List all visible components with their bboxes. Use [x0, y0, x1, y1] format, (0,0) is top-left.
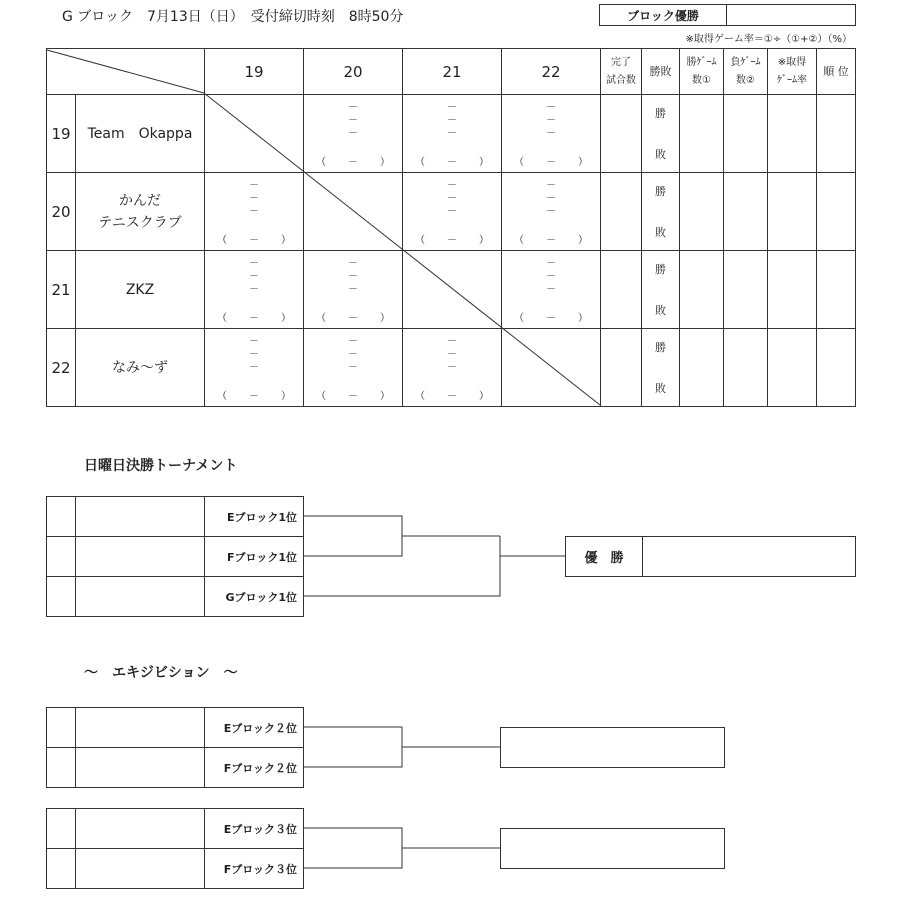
slot-label: Eブロック３位	[205, 809, 304, 849]
set-score-dash: －	[348, 258, 358, 269]
set-score-dash: －	[348, 271, 358, 282]
set-score-dash: －	[447, 193, 457, 204]
total-score-part: －	[546, 235, 556, 246]
total-score-part: ）	[281, 391, 291, 402]
team-number: 19	[47, 95, 76, 173]
set-score-dash: －	[447, 362, 457, 373]
set-score-dash: －	[348, 362, 358, 373]
total-score-part: （	[316, 391, 326, 402]
set-score-dash: －	[447, 115, 457, 126]
header-text: ｹﾞｰﾑ率	[777, 74, 807, 86]
set-score-dash: －	[249, 271, 259, 282]
header-text: 数①	[692, 74, 711, 86]
slot-label: Fブロック２位	[205, 748, 304, 788]
total-score-part: －	[249, 313, 259, 324]
total-score-part: （	[415, 391, 425, 402]
win-label: 勝	[655, 263, 666, 276]
header-text: 試合数	[606, 74, 636, 86]
total-score-part: （	[316, 313, 326, 324]
set-score-dash: －	[447, 180, 457, 191]
exhibition-title: ～ エキジビション ～	[84, 665, 238, 681]
self-match-diagonal	[204, 93, 600, 405]
set-score-dash: －	[249, 258, 259, 269]
set-score-dash: －	[546, 284, 556, 295]
total-score-part: ）	[479, 391, 489, 402]
block-champion-label: ブロック優勝	[600, 5, 727, 25]
loss-label: 敗	[655, 148, 666, 161]
set-score-dash: －	[249, 336, 259, 347]
total-score-part: －	[348, 157, 358, 168]
set-score-dash: －	[348, 115, 358, 126]
slot-label: Eブロック２位	[205, 708, 304, 748]
header-text: 完了	[611, 56, 631, 68]
col-header: 20	[304, 49, 403, 95]
total-score-part: ）	[479, 157, 489, 168]
set-score-dash: －	[348, 102, 358, 113]
win-label: 勝	[655, 107, 666, 120]
col-header: 21	[403, 49, 502, 95]
total-score-part: （	[514, 235, 524, 246]
win-label: 勝	[655, 341, 666, 354]
total-score-part: ）	[578, 157, 588, 168]
set-score-dash: －	[249, 362, 259, 373]
total-score-part: ）	[578, 313, 588, 324]
total-score-part: （	[217, 313, 227, 324]
total-score-part: ）	[281, 235, 291, 246]
total-score-part: －	[546, 313, 556, 324]
total-score-part: －	[249, 235, 259, 246]
header-text: 負ｹﾞｰﾑ	[730, 56, 761, 68]
slot-label: Eブロック1位	[205, 497, 304, 537]
win-label: 勝	[655, 185, 666, 198]
total-score-part: －	[447, 235, 457, 246]
team-number: 22	[47, 329, 76, 407]
total-score-part: （	[217, 235, 227, 246]
total-score-part: （	[217, 391, 227, 402]
exhibition-bracket-1	[303, 727, 402, 767]
total-score-part: （	[514, 313, 524, 324]
rate-note: ※取得ゲーム率＝①÷（①+②）（%）	[685, 34, 852, 45]
total-score-part: ）	[380, 391, 390, 402]
team-number: 20	[47, 173, 76, 251]
team-name-line: かんだ	[119, 192, 161, 209]
col-header: 22	[502, 49, 601, 95]
total-score-part: （	[514, 157, 524, 168]
exhibition-bracket-2	[303, 828, 402, 868]
winloss-header: 勝敗	[642, 49, 680, 95]
total-score-part: （	[316, 157, 326, 168]
set-score-dash: －	[348, 284, 358, 295]
set-score-dash: －	[546, 180, 556, 191]
set-score-dash: －	[447, 206, 457, 217]
total-score-part: ）	[380, 313, 390, 324]
team-name-line: Team Okappa	[87, 125, 193, 142]
rank-header: 順 位	[817, 49, 856, 95]
team-name-line: テニスクラブ	[98, 214, 182, 231]
set-score-dash: －	[249, 206, 259, 217]
set-score-dash: －	[249, 284, 259, 295]
set-score-dash: －	[546, 193, 556, 204]
header-text: ※取得	[777, 56, 807, 68]
set-score-dash: －	[348, 349, 358, 360]
header-text: 勝ｹﾞｰﾑ	[686, 56, 717, 68]
total-score-part: －	[348, 391, 358, 402]
total-score-part: ）	[380, 157, 390, 168]
set-score-dash: －	[447, 128, 457, 139]
slot-label: Fブロック1位	[205, 537, 304, 577]
set-score-dash: －	[348, 128, 358, 139]
header-text: 数②	[736, 74, 755, 86]
total-score-part: －	[447, 157, 457, 168]
final-bracket-semi	[303, 516, 402, 556]
loss-label: 敗	[655, 226, 666, 239]
set-score-dash: －	[546, 258, 556, 269]
total-score-part: －	[447, 391, 457, 402]
set-score-dash: －	[348, 336, 358, 347]
set-score-dash: －	[447, 349, 457, 360]
set-score-dash: －	[447, 336, 457, 347]
loss-label: 敗	[655, 382, 666, 395]
page-title: G ブロック 7月13日（日） 受付締切時刻 8時50分	[62, 9, 404, 25]
team-name-line: なみ～ず	[112, 359, 168, 376]
final-title: 日曜日決勝トーナメント	[84, 458, 238, 474]
slot-label: Gブロック1位	[205, 577, 304, 617]
set-score-dash: －	[249, 193, 259, 204]
total-score-part: （	[415, 235, 425, 246]
set-score-dash: －	[249, 349, 259, 360]
set-score-dash: －	[546, 115, 556, 126]
loss-label: 敗	[655, 304, 666, 317]
total-score-part: （	[415, 157, 425, 168]
slot-label: Fブロック３位	[205, 849, 304, 889]
corner-diagonal	[47, 50, 204, 93]
set-score-dash: －	[546, 271, 556, 282]
total-score-part: ）	[578, 235, 588, 246]
col-header: 19	[205, 49, 304, 95]
set-score-dash: －	[546, 206, 556, 217]
total-score-part: ）	[281, 313, 291, 324]
total-score-part: －	[249, 391, 259, 402]
set-score-dash: －	[546, 128, 556, 139]
total-score-part: －	[348, 313, 358, 324]
winner-label: 優 勝	[584, 551, 624, 566]
set-score-dash: －	[249, 180, 259, 191]
set-score-dash: －	[546, 102, 556, 113]
total-score-part: －	[546, 157, 556, 168]
team-name-line: ZKZ	[125, 281, 155, 298]
team-number: 21	[47, 251, 76, 329]
set-score-dash: －	[447, 102, 457, 113]
total-score-part: ）	[479, 235, 489, 246]
